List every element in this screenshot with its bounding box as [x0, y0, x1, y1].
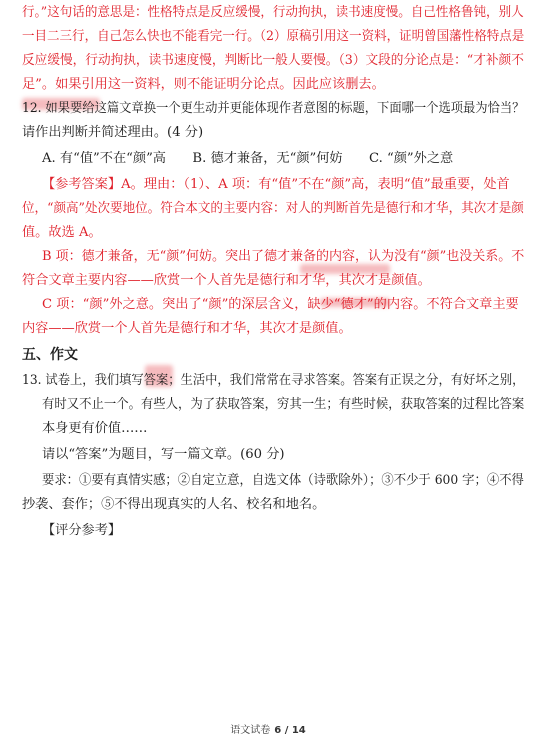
answer-line: 位，“颜高”处次要地位。符合本文的主要内容：对人的判断首先是德行和才华，其次才是颜: [22, 201, 524, 216]
answer-line: 足”。如果引用这一资料，则不能证明分论点。因此应该删去。: [22, 77, 385, 92]
answer-option-b: B 项：德才兼备，无“颜”何妨。突出了德才兼备的内容，认为没有“颜”也没关系。不: [42, 249, 525, 264]
question-13-requirements: 要求：①要有真情实感；②自定立意，自选文体（诗歌除外）；③不少于 600 字；④不得: [42, 473, 524, 488]
question-12-options: A. 有“值”不在“颜”高 B. 德才兼备，无“颜”何妨 C. “颜”外之意: [42, 151, 454, 166]
answer-line: 值。故选 A。: [22, 225, 102, 240]
question-12-instruction: 请作出判断并简述理由。(4 分): [22, 125, 204, 140]
question-13: 13. 试卷上，我们填写答案；生活中，我们常常在寻求答案。答案有正误之分，有好坏之别，: [22, 373, 525, 388]
section-heading: 五、作文: [22, 347, 78, 363]
question-13-text: 本身更有价值……: [42, 421, 148, 436]
answer-line: 内容——欣赏一个人首先是德行和才华，其次才是颜值。: [22, 321, 352, 336]
answer-option-c: C 项：“颜”外之意。突出了“颜”的深层含义，缺少“德才”的内容。不符合文章主要: [42, 297, 519, 312]
page-number: 6 / 14: [274, 725, 306, 736]
question-13-requirements: 抄袭、套作；⑤不得出现真实的人名、校名和地名。: [22, 497, 326, 512]
answer-line: 行。”这句话的意思是：性格特点是反应缓慢，行动拘执，读书速度慢。自己性格鲁钝，别人: [22, 5, 524, 20]
question-13-prompt: 请以“答案”为题目，写一篇文章。(60 分): [42, 447, 285, 462]
question-12: 12. 如果要给这篇文章换一个更生动并更能体现作者意图的标题，下面哪一个选项最为恰当？: [22, 101, 525, 116]
page-footer: [0, 721, 536, 736]
question-13-text: 有时又不止一个。有些人，为了获取答案，穷其一生；有些时候，获取答案的过程比答案: [42, 397, 525, 412]
answer-line: 一目二三行，自己怎么快也不能看完一行。（2）原稿引用这一资料，证明曾国藩性格特点是: [22, 29, 525, 44]
footer-label: 语文试卷: [230, 725, 271, 736]
reference-answer: 【参考答案】A。理由：（1）、A 项：有“值”不在“颜”高，表明“值”最重要，处首: [42, 177, 510, 192]
answer-line: 符合文章主要内容——欣赏一个人首先是德行和才华，其次才是颜值。: [22, 273, 431, 288]
scoring-reference-heading: 【评分参考】: [42, 523, 122, 538]
answer-line: 反应缓慢，行动拘执，读书速度慢，判断比一般人要慢。（3）文段的分论点是：“才补颜不: [22, 53, 524, 68]
